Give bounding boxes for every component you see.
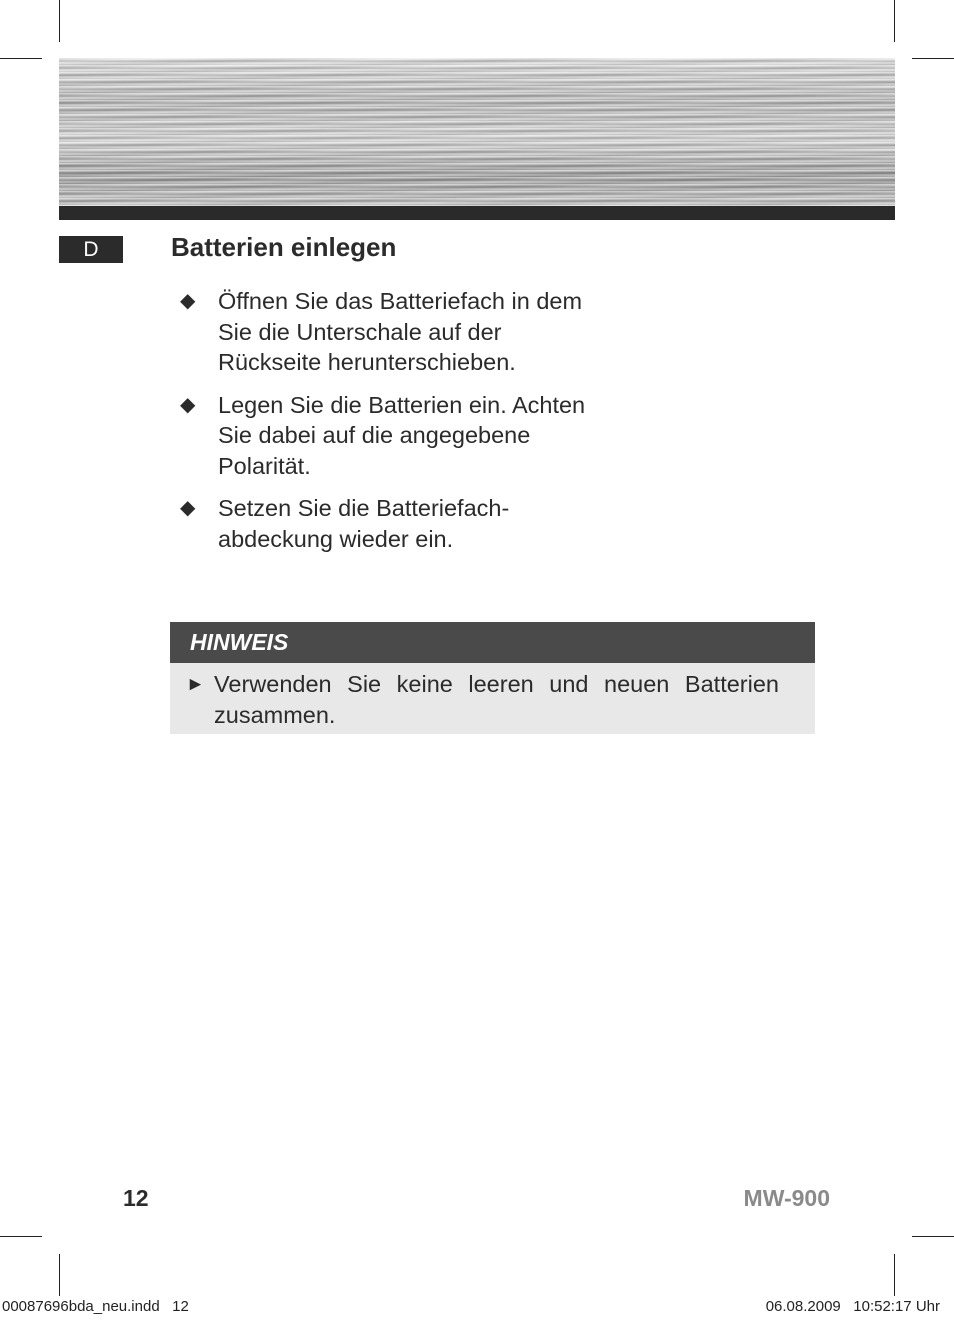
diamond-bullet-icon: ◆ xyxy=(180,497,196,519)
list-item xyxy=(180,493,610,554)
diamond-bullet-icon: ◆ xyxy=(180,393,196,416)
header-banner-bar xyxy=(59,206,895,220)
arrow-right-icon: ► xyxy=(186,674,205,695)
list-item-text: Legen Sie die Batterien ein. Achten Sie dabei auf die angegebene Polarität. xyxy=(218,391,586,479)
crop-mark-top-left-v xyxy=(59,0,60,42)
crop-mark-bottom-left-v xyxy=(59,1254,60,1296)
crop-mark-bottom-right-v xyxy=(894,1254,895,1296)
note-body xyxy=(170,663,815,731)
note-box xyxy=(170,622,815,734)
list-item xyxy=(180,286,610,378)
crop-mark-top-right-h xyxy=(912,58,954,59)
list-item xyxy=(180,390,610,482)
crop-mark-bottom-right-h xyxy=(912,1236,954,1237)
crop-mark-bottom-left-h xyxy=(0,1236,42,1237)
slug-filename: 00087696bda_neu.indd 12 xyxy=(2,1298,189,1315)
page-number: 12 xyxy=(123,1185,149,1211)
crop-mark-top-right-v xyxy=(894,0,895,42)
model-name: MW-900 xyxy=(743,1185,830,1211)
header-banner xyxy=(59,58,895,206)
instruction-list xyxy=(180,286,610,566)
list-item-text: Öffnen Sie das Batteriefach in dem Sie die Unterschale auf der Rückseite herunterschieben. xyxy=(218,288,583,375)
language-tab: D xyxy=(59,236,123,263)
note-text: Verwenden Sie keine leeren und neuen Batterien zusammen. xyxy=(214,671,779,728)
note-title: HINWEIS xyxy=(170,622,815,663)
list-item-text: Setzen Sie die Batteriefach-abdeckung wieder ein. xyxy=(218,495,510,552)
section-heading: Batterien einlegen xyxy=(171,232,397,262)
diamond-bullet-icon: ◆ xyxy=(180,290,196,312)
crop-mark-top-left-h xyxy=(0,58,42,59)
slug-datetime: 06.08.2009 10:52:17 Uhr xyxy=(765,1298,940,1315)
